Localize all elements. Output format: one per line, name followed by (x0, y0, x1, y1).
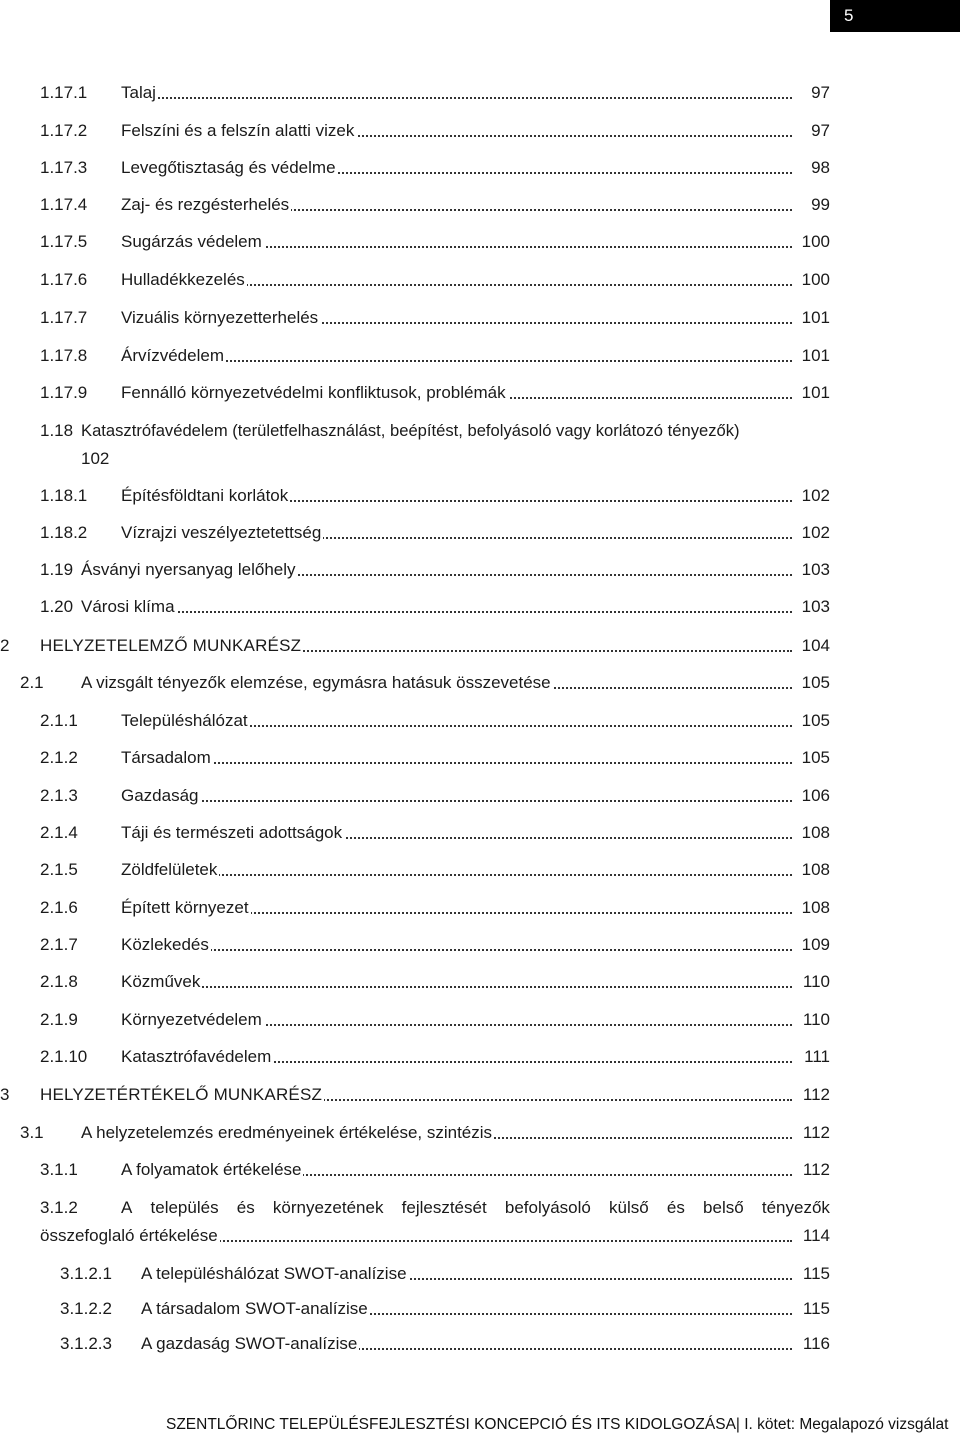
toc-entry-page: 98 (811, 158, 830, 177)
toc-entry-title: Katasztrófavédelem (121, 1047, 272, 1066)
toc-entry-page: 105 (801, 711, 830, 730)
toc-entry-number: 3.1.2.3 (60, 1334, 112, 1353)
toc-entry-number: 2.1.8 (40, 972, 78, 991)
toc-entry-page: 101 (801, 346, 830, 365)
toc-entry-number: 1.17.9 (40, 383, 88, 402)
toc-entry-page: 100 (801, 270, 830, 289)
toc-entry-page: 99 (811, 195, 830, 214)
toc-entry-page: 97 (811, 121, 830, 140)
toc-entry-title: Fennálló környezetvédelmi konfliktusok, problémák (121, 383, 506, 402)
toc-entry-page: 110 (802, 1010, 830, 1029)
toc-entry-page: 101 (801, 383, 830, 402)
toc-entry-number: 2.1 (20, 673, 44, 692)
toc-entry-title-line2: összefoglaló értékelése (40, 1226, 218, 1245)
toc-entry-page: 108 (801, 860, 830, 879)
toc-entry-number: 3.1 (20, 1123, 44, 1142)
toc-entry-title: Közlekedés (121, 935, 209, 954)
toc-entry-number: 3.1.2.2 (60, 1299, 112, 1318)
toc-entry-number: 1.17.7 (40, 308, 88, 327)
toc-entry-number: 2.1.2 (40, 748, 78, 767)
toc-entry-page: 103 (801, 560, 830, 579)
toc-entry-number: 1.17.4 (40, 195, 88, 214)
toc-entry-number: 1.19 (40, 560, 74, 579)
toc-entry[interactable] (40, 1196, 830, 1248)
toc-entry-title: Épített környezet (121, 898, 249, 917)
toc-entry-page: 105 (801, 673, 830, 692)
toc-entry-title: A gazdaság SWOT-analízise (141, 1334, 358, 1353)
toc-entry-number: 1.17.5 (40, 232, 88, 251)
toc-entry-page: 112 (802, 1085, 830, 1104)
toc-entry-title: A vizsgált tényezők elemzése, egymásra hatásuk összevetése (81, 673, 551, 692)
toc-entry-page: 109 (801, 935, 830, 954)
toc-entry-page: 103 (801, 597, 830, 616)
toc-entry-title: A folyamatok értékelése (121, 1160, 302, 1179)
toc-entry-number: 1.17.1 (40, 83, 88, 102)
toc-entry-number: 2.1.9 (40, 1010, 78, 1029)
toc-entry-number: 1.18.2 (40, 523, 88, 542)
toc-entry-number: 2 (0, 636, 10, 655)
toc-entry-number: 2.1.7 (40, 935, 78, 954)
toc-entry-page: 112 (802, 1123, 830, 1142)
toc-entry-page: 97 (811, 83, 830, 102)
toc-entry-number: 3 (0, 1085, 10, 1104)
toc-entry-number: 2.1.1 (40, 711, 78, 730)
toc-entry-title: Vízrajzi veszélyeztetettség (121, 523, 322, 542)
toc-entry-page: 115 (802, 1264, 830, 1283)
toc-entry-title: Felszíni és a felszín alatti vizek (121, 121, 355, 140)
toc-entry-title: Katasztrófavédelem (területfelhasználást, beépítést, befolyásoló vagy korlátozó tényezők) (81, 421, 740, 440)
toc-entry-page: 110 (802, 972, 830, 991)
toc-entry-title: HELYZETELEMZŐ MUNKARÉSZ (40, 636, 302, 655)
toc-entry-number: 1.17.3 (40, 158, 88, 177)
page-number-badge: 5 (830, 0, 960, 32)
toc-entry-page: 108 (801, 823, 830, 842)
toc-entry-page: 114 (802, 1226, 830, 1245)
toc-entry-page: 108 (801, 898, 830, 917)
toc-entry-page: 100 (801, 232, 830, 251)
toc-entry-number: 2.1.3 (40, 786, 78, 805)
toc-entry-title: Vizuális környezetterhelés (121, 308, 319, 327)
toc-entry-number: 2.1.6 (40, 898, 78, 917)
toc-entry-number: 1.20 (40, 597, 74, 616)
toc-entry-title: Társadalom (121, 748, 211, 767)
toc-entry-number: 1.18.1 (40, 486, 88, 505)
toc-entry-page: 105 (801, 748, 830, 767)
toc-entry-title: Hulladékkezelés (121, 270, 245, 289)
toc-entry-title: Településhálózat (121, 711, 248, 730)
toc-entry-number: 1.17.6 (40, 270, 88, 289)
toc-entry-title: HELYZETÉRTÉKELŐ MUNKARÉSZ (40, 1085, 323, 1104)
toc-entry-number: 1.17.8 (40, 346, 88, 365)
toc-entry-number: 3.1.1 (40, 1160, 78, 1179)
toc-entry-page: 115 (802, 1299, 830, 1318)
toc-entry-number: 2.1.5 (40, 860, 78, 879)
toc-entry-title: Árvízvédelem (121, 346, 224, 365)
page-footer: SZENTLŐRINC TELEPÜLÉSFEJLESZTÉSI KONCEPCIÓ ÉS ITS KIDOLGOZÁSA| I. kötet: Megalapozó vizsgálat (166, 1416, 949, 1433)
toc-entry-title: Közművek (121, 972, 201, 991)
toc-entry-page: 102 (81, 449, 110, 468)
toc-entry-page: 116 (802, 1334, 830, 1353)
toc-entry-page: 101 (801, 308, 830, 327)
toc-entry-title: A településhálózat SWOT-analízise (141, 1264, 407, 1283)
toc-entry-page: 102 (801, 486, 830, 505)
toc-entry-title: Ásványi nyersanyag lelőhely (81, 560, 296, 579)
toc-entry-title: A helyzetelemzés eredményeinek értékelése, szintézis (81, 1123, 493, 1142)
toc-entry-title: Sugárzás védelem (121, 232, 262, 251)
toc-entry-title: Zöldfelületek (121, 860, 218, 879)
toc-entry-title-line1: A település és környezetének fejlesztését befolyásoló külső és belső tényezők (121, 1198, 830, 1217)
toc-entry-page: 112 (802, 1160, 830, 1179)
toc-entry-title: A társadalom SWOT-analízise (141, 1299, 368, 1318)
toc-entry-title: Levegőtisztaság és védelme (121, 158, 336, 177)
toc-entry-number: 3.1.2 (40, 1198, 78, 1217)
toc-entry-number: 3.1.2.1 (60, 1264, 112, 1283)
toc-entry-page: 111 (804, 1047, 830, 1066)
toc-entry-title: Talaj (121, 83, 156, 102)
toc-entry-title: Környezetvédelem (121, 1010, 262, 1029)
toc-entry-number: 2.1.10 (40, 1047, 88, 1066)
toc-entry-number: 1.17.2 (40, 121, 88, 140)
toc-entry-title: Gazdaság (121, 786, 199, 805)
toc-entry-title: Városi klíma (81, 597, 175, 616)
toc-entry-page: 106 (801, 786, 830, 805)
toc-entry-number: 1.18 (40, 421, 74, 440)
toc-entry-title: Táji és természeti adottságok (121, 823, 343, 842)
toc-entry-page: 102 (801, 523, 830, 542)
toc-entry-title: Építésföldtani korlátok (121, 486, 289, 505)
toc-entry-number: 2.1.4 (40, 823, 78, 842)
toc-entry-page: 104 (801, 636, 830, 655)
toc-entry-title: Zaj- és rezgésterhelés (121, 195, 290, 214)
